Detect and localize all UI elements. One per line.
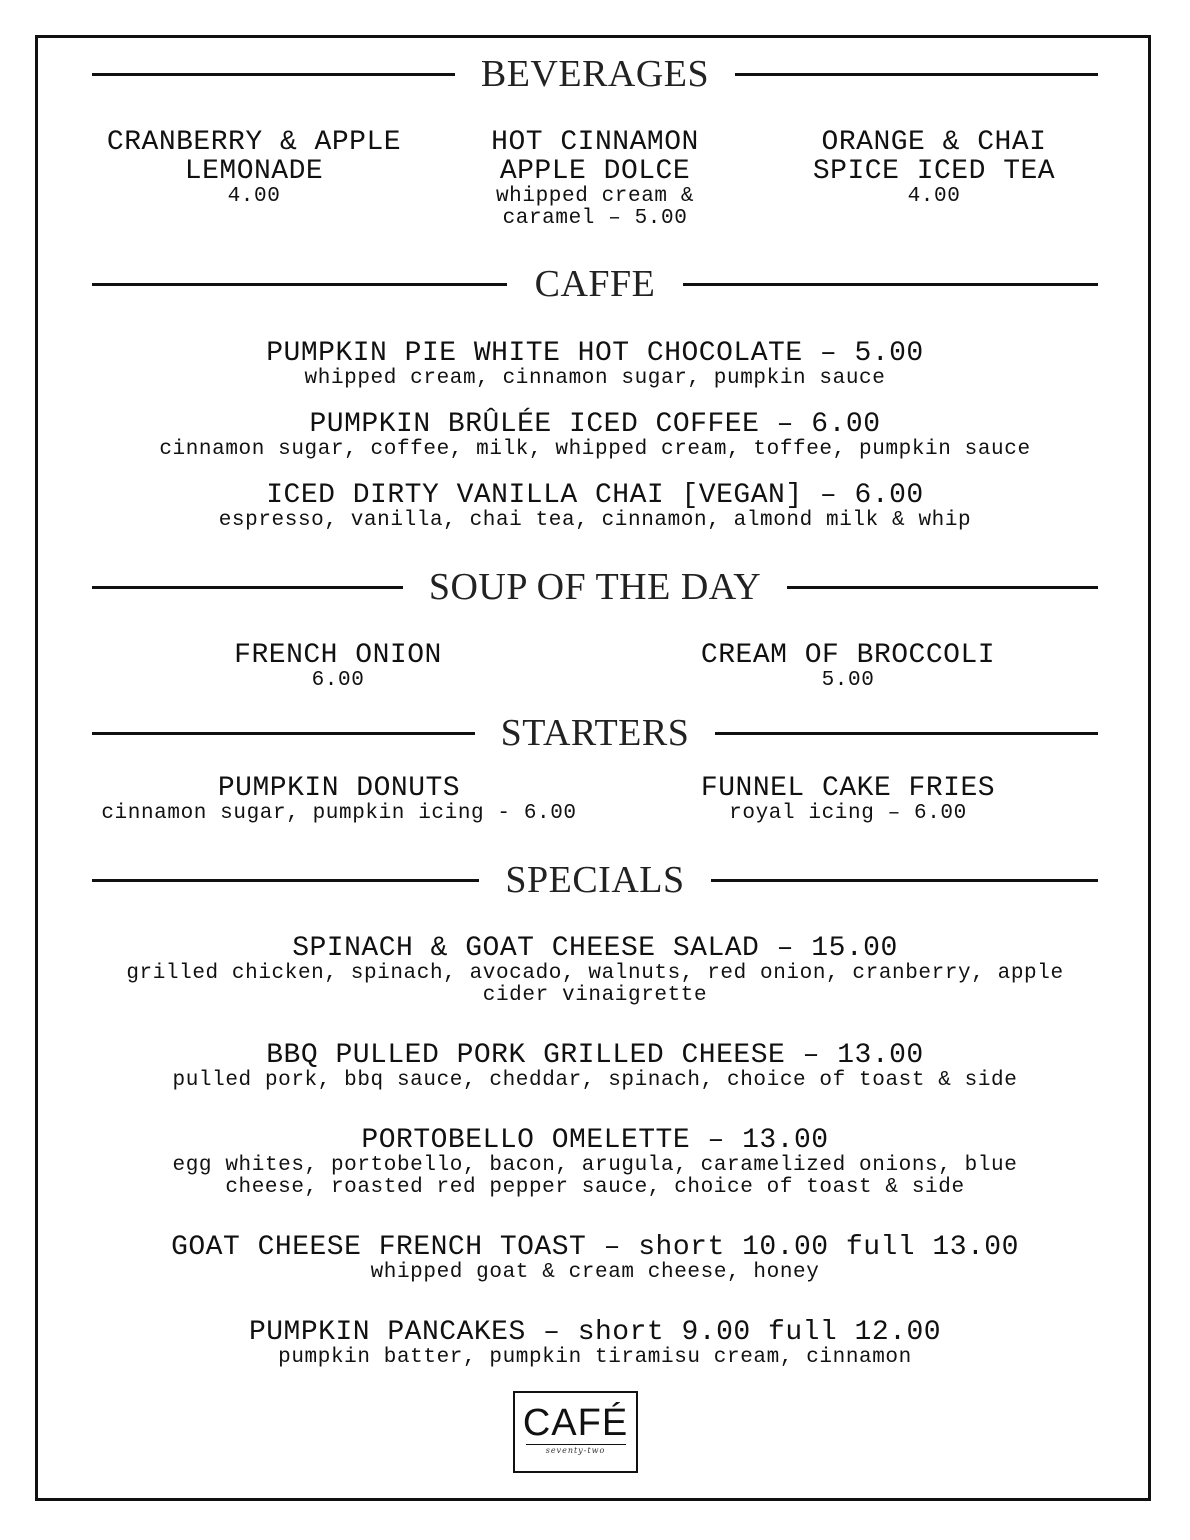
menu-item-goat-cheese-french-toast [92,1233,1098,1284]
item-name: GOAT CHEESE FRENCH TOAST – short 10.00 full 13.00 [171,1232,1019,1263]
section-header-caffe [92,259,1098,309]
item-description: pulled pork, bbq sauce, cheddar, spinach, choice of toast & side [172,1069,1018,1092]
section-title-caffe: CAFFE [534,263,656,305]
section-header-specials [92,855,1098,905]
divider-line [683,283,1098,286]
item-price: 4.00 [227,185,281,208]
item-price: 5.00 [821,669,875,692]
cafe-logo [513,1391,638,1473]
menu-item-orange-chai-spice-iced-tea [772,128,1096,208]
item-name: SPINACH & GOAT CHEESE SALAD – 15.00 [292,933,898,964]
divider-line [92,586,403,589]
item-price: 4.00 [907,185,961,208]
item-description: whipped cream, cinnamon sugar, pumpkin sauce [304,367,886,390]
menu-item-pumpkin-brulee-iced-coffee [92,410,1098,461]
menu-item-pumpkin-pancakes [92,1318,1098,1369]
item-description: whipped cream & [495,185,695,208]
item-name: PUMPKIN PANCAKES – short 9.00 full 12.00 [248,1317,942,1348]
divider-line [92,732,475,735]
divider-line [735,73,1098,76]
item-name: FUNNEL CAKE FRIES [700,773,996,804]
menu-item-french-onion [188,641,488,692]
section-title-starters: STARTERS [500,712,690,754]
item-description: cheese, roasted red pepper sauce, choice of toast & side [225,1176,965,1199]
divider-line [92,879,479,882]
menu-item-pumpkin-donuts [80,774,598,825]
menu-item-hot-cinnamon-apple-dolce [430,128,760,230]
divider-line [787,586,1098,589]
item-description: cinnamon sugar, coffee, milk, whipped cream, toffee, pumpkin sauce [159,438,1031,461]
section-header-beverages [92,49,1098,99]
divider-line [711,879,1098,882]
menu-item-cranberry-apple-lemonade [92,128,416,208]
item-description: egg whites, portobello, bacon, arugula, caramelized onions, blue [172,1154,1018,1177]
section-title-soup: SOUP OF THE DAY [428,566,762,608]
item-description: pumpkin batter, pumpkin tiramisu cream, cinnamon [278,1346,912,1369]
menu-item-spinach-goat-cheese-salad [92,934,1098,1007]
logo-wordmark: CAFÉ [522,1402,629,1444]
menu-item-iced-dirty-vanilla-chai [92,481,1098,532]
section-header-soup [92,562,1098,612]
item-name: CRANBERRY & APPLE [106,127,402,158]
item-price: 6.00 [311,669,365,692]
item-name: PUMPKIN PIE WHITE HOT CHOCOLATE – 5.00 [266,338,924,369]
item-description: royal icing – 6.00 [729,802,967,825]
item-description: cinnamon sugar, pumpkin icing - 6.00 [101,802,577,825]
item-description: whipped goat & cream cheese, honey [370,1261,820,1284]
item-name: PUMPKIN BRÛLÉE ICED COFFEE – 6.00 [309,409,881,440]
item-description: caramel – 5.00 [502,207,688,230]
menu-item-pumpkin-pie-white-hot-chocolate [92,339,1098,390]
item-description: cider vinaigrette [482,984,708,1007]
logo-tagline: seventy-two [545,1446,606,1455]
item-name: ORANGE & CHAI [821,127,1047,158]
item-name: LEMONADE [184,156,324,187]
divider-line [715,732,1098,735]
menu-item-cream-of-broccoli [668,641,1028,692]
item-name: SPICE ICED TEA [812,156,1056,187]
item-name: BBQ PULLED PORK GRILLED CHEESE – 13.00 [266,1040,924,1071]
item-description: espresso, vanilla, chai tea, cinnamon, almond milk & whip [218,509,972,532]
divider-line [92,283,507,286]
divider-line [92,73,455,76]
menu-item-bbq-pulled-pork-grilled-cheese [92,1041,1098,1092]
item-name: FRENCH ONION [234,640,442,671]
item-name: HOT CINNAMON [491,127,699,158]
section-title-beverages: BEVERAGES [480,53,710,95]
item-name: APPLE DOLCE [499,156,691,187]
section-title-specials: SPECIALS [505,859,685,901]
item-name: CREAM OF BROCCOLI [700,640,996,671]
item-name: ICED DIRTY VANILLA CHAI [VEGAN] – 6.00 [266,480,924,511]
section-header-starters [92,708,1098,758]
item-name: PORTOBELLO OMELETTE – 13.00 [361,1125,829,1156]
menu-item-funnel-cake-fries [668,774,1028,825]
menu-item-portobello-omelette [92,1126,1098,1199]
item-name: PUMPKIN DONUTS [217,773,461,804]
item-description: grilled chicken, spinach, avocado, walnuts, red onion, cranberry, apple [126,962,1064,985]
